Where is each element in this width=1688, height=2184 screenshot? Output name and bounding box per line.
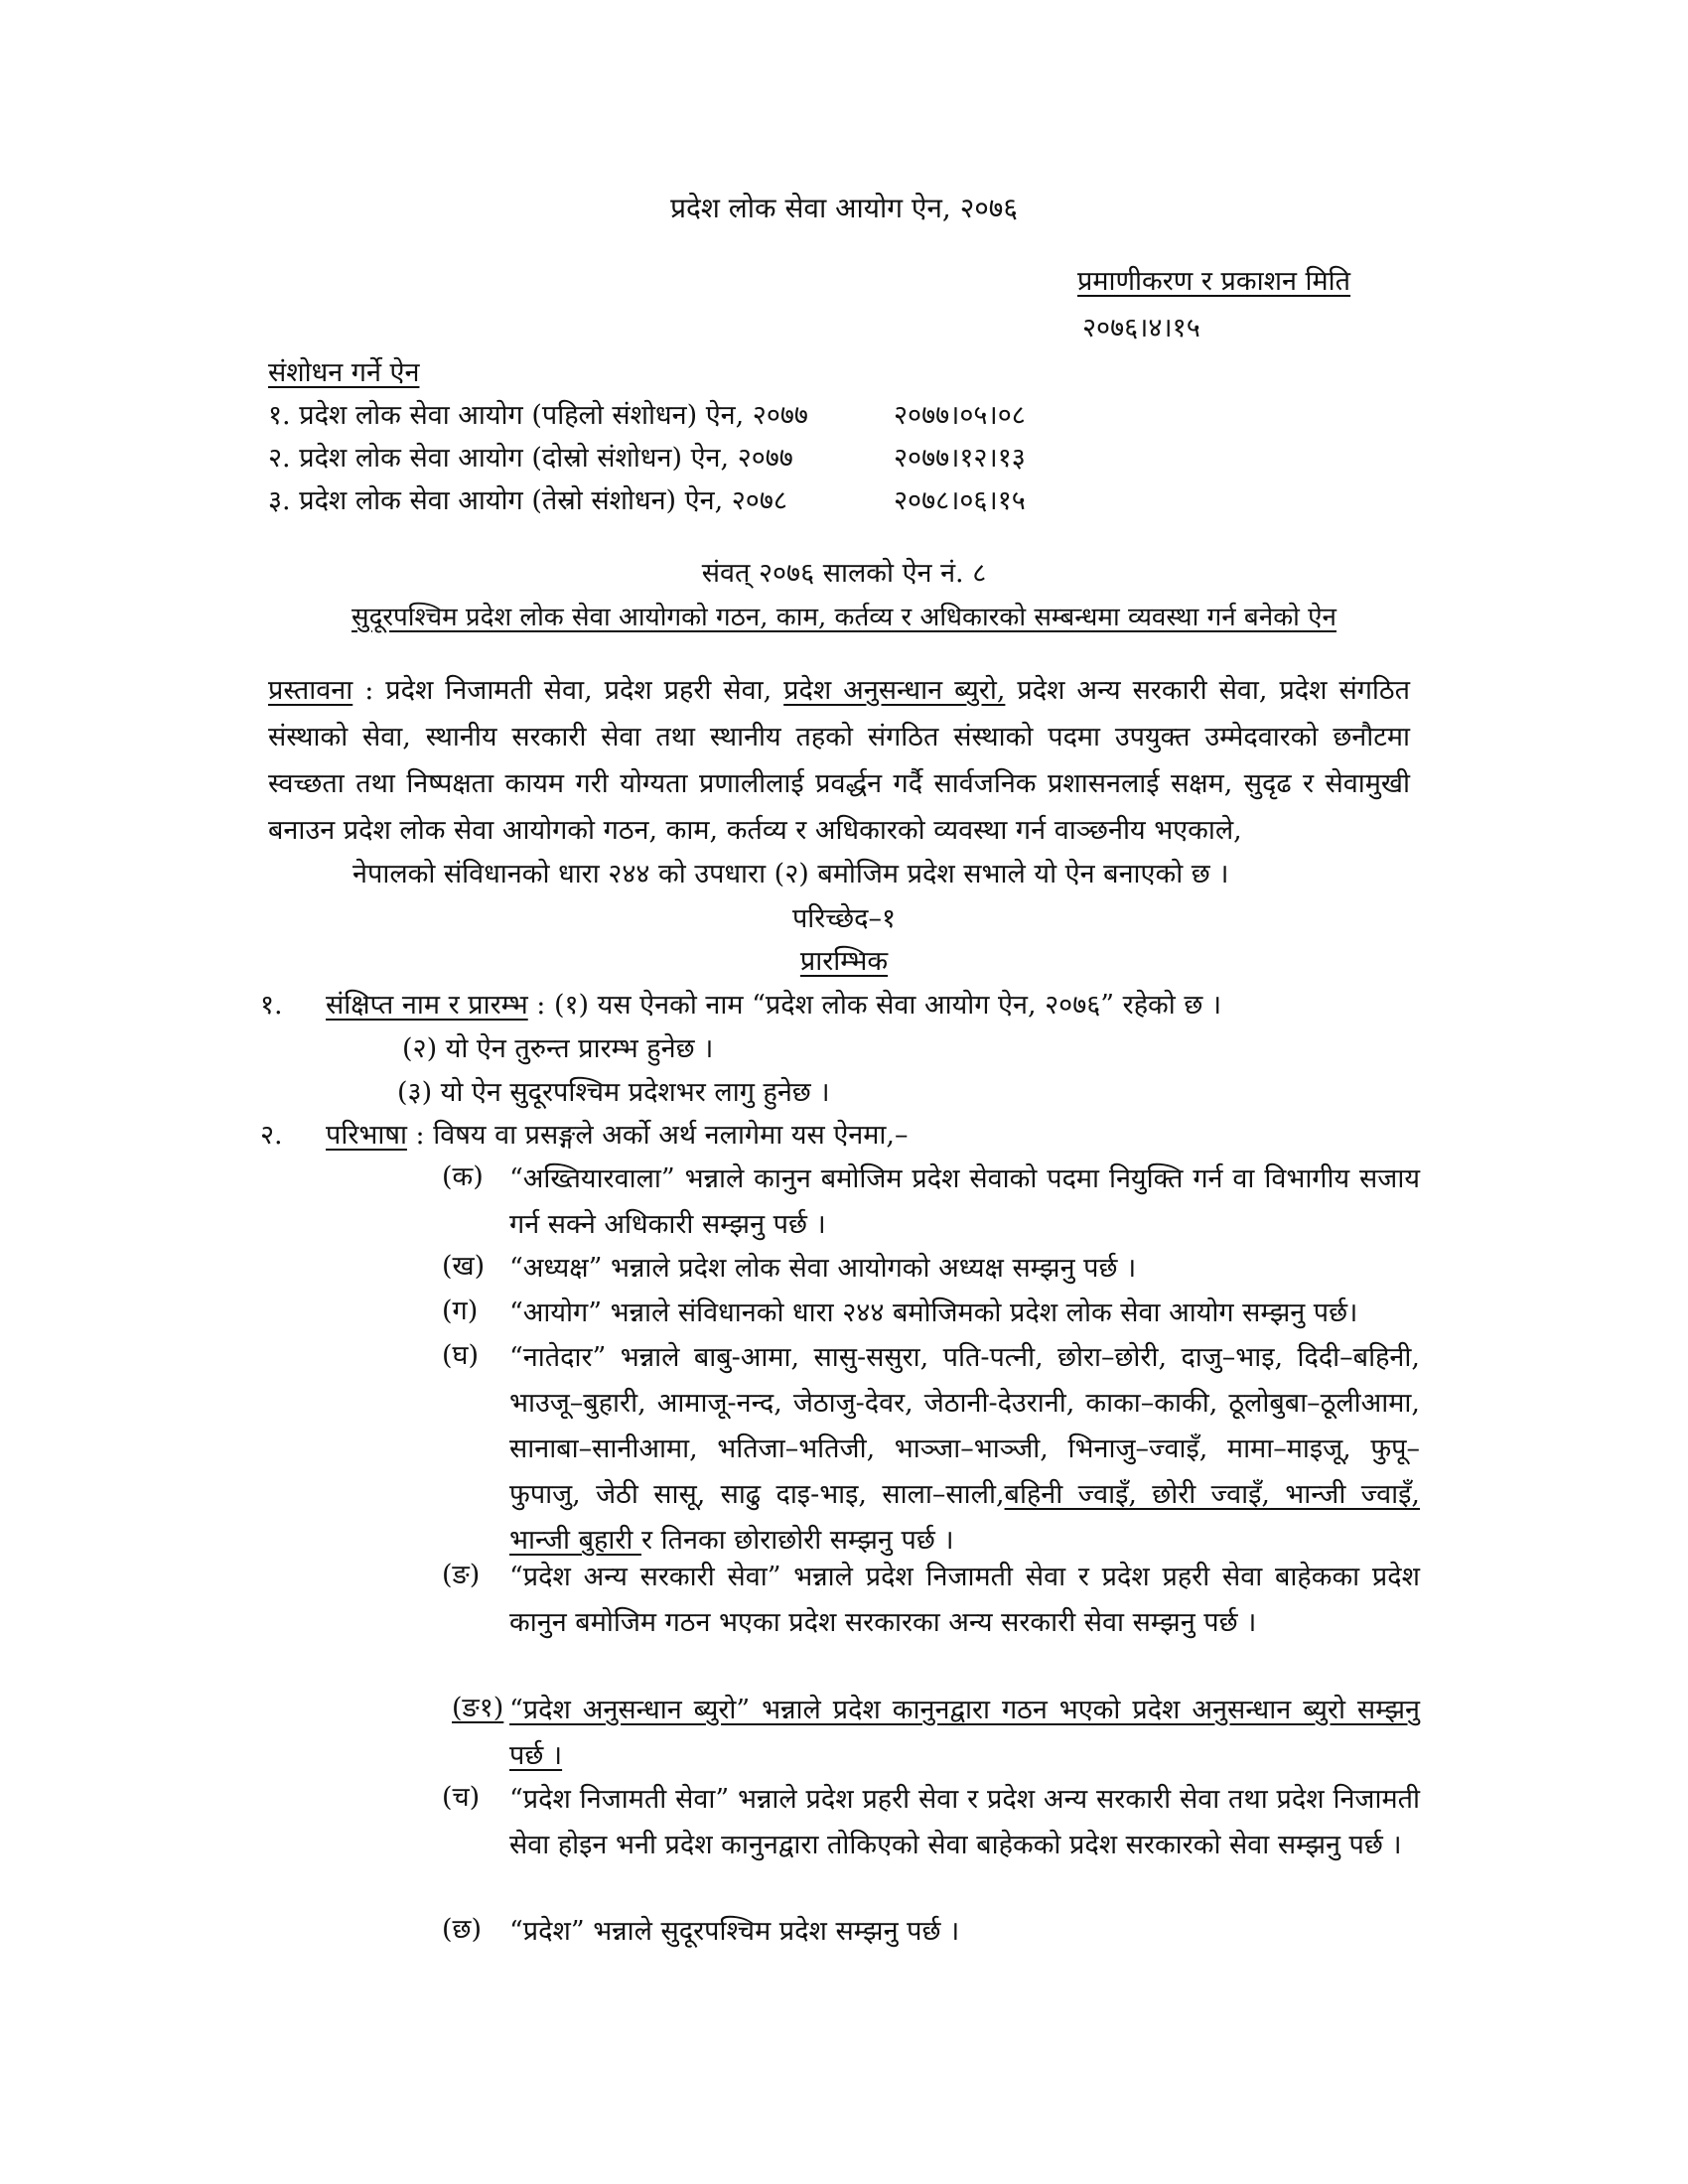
section-1-subsection-3: (३) यो ऐन सुदूरपश्चिम प्रदेशभर लागु हुनेछ । [397, 1077, 830, 1108]
section-1-heading: संक्षिप्त नाम र प्रारम्भ [326, 990, 528, 1021]
definition-text: “प्रदेश” भन्नाले सुदूरपश्चिम प्रदेश सम्झनु पर्छ । [509, 1916, 960, 1947]
authentication-label: प्रमाणीकरण र प्रकाशन मिति [1077, 266, 1351, 297]
preamble-amended-text: प्रदेश अनुसन्धान ब्युरो, [783, 675, 1006, 706]
document-title: प्रदेश लोक सेवा आयोग ऐन, २०७६ [670, 192, 1018, 224]
act-number: संवत् २०७६ सालको ऐन नं. ८ [701, 558, 987, 589]
section-1-subsection-2: (२) यो ऐन तुरुन्त प्रारम्भ हुनेछ । [402, 1033, 714, 1064]
amendment-name: २. प्रदेश लोक सेवा आयोग (दोस्रो संशोधन) ऐन, २०७७ [268, 443, 793, 474]
section-2-intro [326, 1115, 909, 1152]
definition-label: (च) [442, 1782, 481, 1813]
amendment-row [268, 395, 1026, 432]
definition-text: “आयोग” भन्नाले संविधानको धारा २४४ बमोजिमको प्रदेश लोक सेवा आयोग सम्झनु पर्छ। [509, 1297, 1358, 1328]
definition-amended-text: बहिनी ज्वाइँ, छोरी ज्वाइँ, भान्जी ज्वाइँ, भान्जी बुहारी [509, 1479, 1420, 1556]
amendment-date: २०७८।०६।१५ [894, 485, 1026, 516]
definition-label: (क) [442, 1161, 484, 1192]
section-1-text: : (१) यस ऐनको नाम “प्रदेश लोक सेवा आयोग ऐन, २०७६” रहेको छ । [527, 990, 1222, 1021]
preamble-text: प्रदेश निजामती सेवा, प्रदेश प्रहरी सेवा, [385, 675, 784, 706]
definition-label: (ङ) [442, 1560, 481, 1590]
definition-label: (ङ१) [452, 1693, 504, 1723]
preamble [268, 667, 1410, 854]
definition-text: “अख्तियारवाला” भन्नाले कानुन बमोजिम प्रदेश सेवाको पदमा नियुक्ति गर्न वा विभागीय सजाय गर्न सक्ने अधिकारी सम्झनु पर्छ । [509, 1163, 1420, 1240]
chapter-number: परिच्छेद–१ [791, 903, 897, 934]
definition-text-continued: र तिनका छोराछोरी सम्झनु पर्छ । [641, 1525, 954, 1556]
definition-label: (घ) [442, 1340, 480, 1371]
amendment-row [268, 438, 1026, 475]
section-2-number: २. [260, 1120, 283, 1151]
section-2-text: : विषय वा प्रसङ्गले अर्को अर्थ नलागेमा यस ऐनमा,– [406, 1120, 909, 1151]
amendment-date: २०७७।१२।१३ [894, 443, 1026, 474]
definition-label: (छ) [442, 1914, 482, 1945]
section-2-heading: परिभाषा [326, 1120, 407, 1151]
amendment-row [268, 480, 1026, 517]
definition-text-relatives [509, 1335, 1420, 1564]
preamble-text-continued: प्रदेश अन्य सरकारी सेवा, प्रदेश संगठित संस्थाको सेवा, स्थानीय सरकारी सेवा तथा स्थानीय तहको संगठित संस्थाको पदमा उपयुक्त उम्मेदवारको छनौटमा स्वच्छता तथा निष्पक्षता कायम गरी योग्यता प्रणालीलाई प्रवर्द्धन गर्दै सार्वजनिक प्रशासनलाई सक्षम, सुदृढ र सेवामुखी बनाउन प्रदेश लोक सेवा आयोगको गठन, काम, कर्तव्य र अधिकारको व्यवस्था गर्न वाञ्छनीय भएकाले, [268, 675, 1410, 846]
section-1-subsection-1 [326, 985, 1221, 1022]
preamble-separator: : [352, 675, 386, 706]
definition-text: “प्रदेश निजामती सेवा” भन्नाले प्रदेश प्रहरी सेवा र प्रदेश अन्य सरकारी सेवा तथा प्रदेश निजामती सेवा होइन भनी प्रदेश कानुनद्वारा तोकिएको सेवा बाहेकको प्रदेश सरकारको सेवा सम्झनु पर्छ । [509, 1784, 1420, 1860]
authentication-date: २०७६।४।१५ [1082, 313, 1200, 343]
chapter-name: प्रारम्भिक [799, 946, 889, 977]
definition-text: “नातेदार” भन्नाले बाबु-आमा, सासु-ससुरा, पति-पत्नी, छोरा–छोरी, दाजु–भाइ, दिदी–बहिनी, भाउजू–बुहारी, आमाजू-नन्द, जेठाजु-देवर, जेठानी-देउरानी, काका–काकी, ठूलोबुबा–ठूलीआमा, सानाबा–सानीआमा, भतिजा–भतिजी, भाञ्जा–भाञ्जी, भिनाजु–ज्वाइँ, मामा–माइजू, फुपू–फुपाजु, जेठी सासू, साढु दाइ-भाइ, साला–साली, [509, 1342, 1420, 1510]
amendment-date: २०७७।०५।०८ [894, 400, 1026, 431]
amendment-name: १. प्रदेश लोक सेवा आयोग (पहिलो संशोधन) ऐन, २०७७ [268, 400, 808, 431]
amendment-name: ३. प्रदेश लोक सेवा आयोग (तेस्रो संशोधन) ऐन, २०७८ [268, 485, 787, 516]
definition-text-amended: “प्रदेश अनुसन्धान ब्युरो” भन्नाले प्रदेश कानुनद्वारा गठन भएको प्रदेश अनुसन्धान ब्युरो सम्झनु पर्छ । [509, 1695, 1420, 1771]
amendments-heading: संशोधन गर्ने ऐन [268, 357, 420, 388]
long-title: सुदूरपश्चिम प्रदेश लोक सेवा आयोगको गठन, काम, कर्तव्य र अधिकारको सम्बन्धमा व्यवस्था गर्न बनेको ऐन [352, 603, 1336, 632]
section-1-number: १. [260, 990, 283, 1021]
definition-label: (ख) [442, 1251, 486, 1282]
definition-label: (ग) [442, 1296, 479, 1326]
definition-text: “अध्यक्ष” भन्नाले प्रदेश लोक सेवा आयोगको अध्यक्ष सम्झनु पर्छ । [509, 1253, 1137, 1284]
preamble-label: प्रस्तावना [268, 675, 353, 706]
definition-text: “प्रदेश अन्य सरकारी सेवा” भन्नाले प्रदेश निजामती सेवा र प्रदेश प्रहरी सेवा बाहेकका प्रदेश कानुन बमोजिम गठन भएका प्रदेश सरकारका अन्य सरकारी सेवा सम्झनु पर्छ । [509, 1562, 1420, 1638]
enactment-clause: नेपालको संविधानको धारा २४४ को उपधारा (२) बमोजिम प्रदेश सभाले यो ऐन बनाएको छ । [352, 859, 1229, 889]
